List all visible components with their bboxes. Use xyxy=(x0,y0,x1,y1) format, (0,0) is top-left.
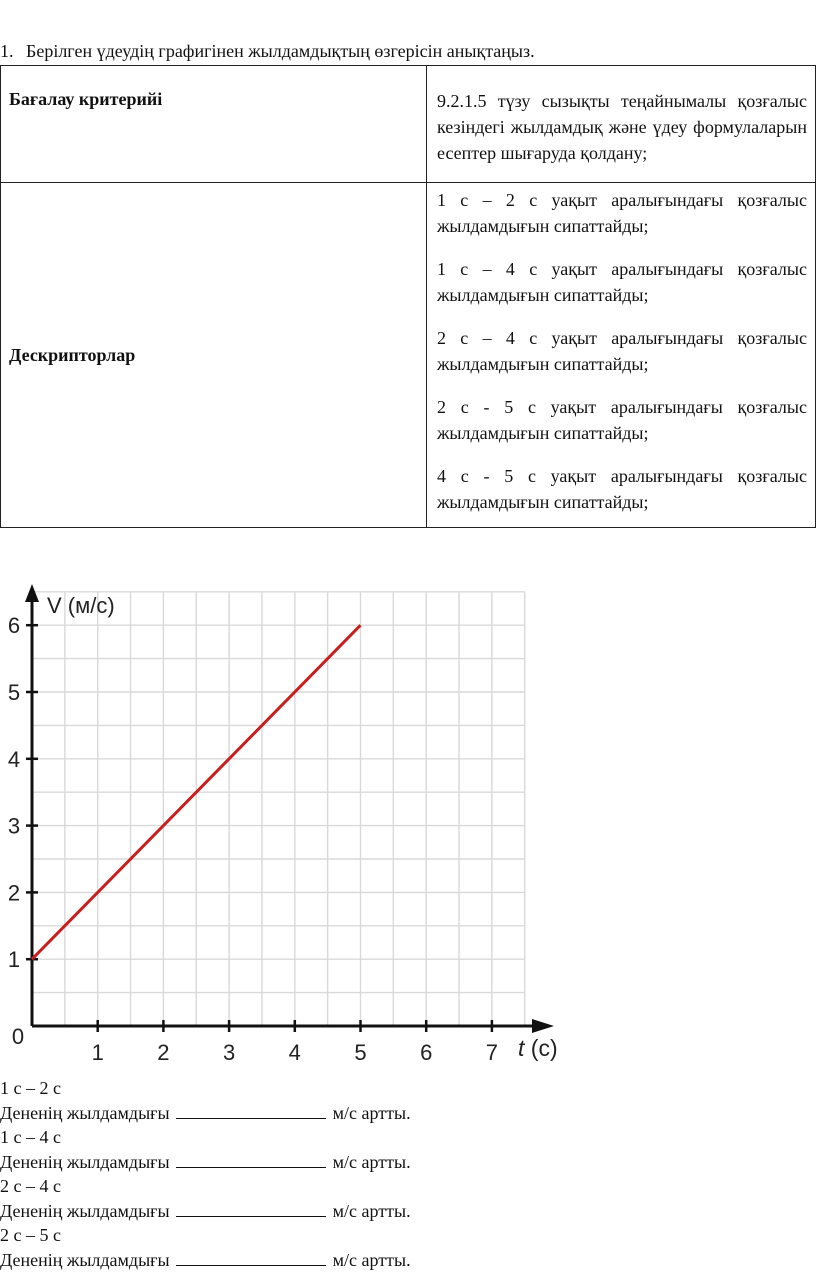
descriptor-item: 1 с – 4 с уақыт аралығындағы қозғалыс жылдамдығын сипаттайды; xyxy=(437,256,807,308)
answer-blank[interactable] xyxy=(176,1249,326,1266)
x-tick-label: 7 xyxy=(486,1040,498,1065)
answer-blank[interactable] xyxy=(176,1102,326,1119)
y-tick-label: 6 xyxy=(8,613,20,638)
answer-interval: 2 с – 4 с xyxy=(0,1174,816,1199)
descriptors-list xyxy=(427,183,816,528)
x-axis-label: t (с) xyxy=(518,1035,558,1061)
answer-prefix: Дененің жылдамдығы xyxy=(0,1103,170,1123)
x-tick-label: 2 xyxy=(157,1040,169,1065)
x-tick-label: 1 xyxy=(92,1040,104,1065)
answer-prefix: Дененің жылдамдығы xyxy=(0,1250,170,1270)
question-number: 1. xyxy=(0,40,26,62)
question-heading xyxy=(0,40,816,62)
descriptor-item: 2 с - 5 с уақыт аралығындағы қозғалыс жылдамдығын сипаттайды; xyxy=(437,394,807,446)
y-tick-label: 5 xyxy=(8,680,20,705)
x-tick-label: 3 xyxy=(223,1040,235,1065)
velocity-time-chart xyxy=(0,580,580,1080)
x-axis-arrow xyxy=(532,1019,554,1033)
question-text: Берілген үдеудің графигінен жылдамдықтың өзгерісін анықтаңыз. xyxy=(26,41,535,61)
answer-line xyxy=(0,1150,816,1175)
criteria-value: 9.2.1.5 түзу сызықты теңайнымалы қозғалыс кезіндегі жылдамдық және үдеу формулаларын есептер шығаруда қолдану; xyxy=(427,66,816,183)
x-tick-label: 4 xyxy=(289,1040,301,1065)
y-tick-label: 4 xyxy=(8,747,20,772)
answer-suffix: м/с артты. xyxy=(333,1201,411,1221)
chart-canvas xyxy=(0,580,580,1080)
answer-blank[interactable] xyxy=(176,1151,326,1168)
answer-suffix: м/с артты. xyxy=(333,1103,411,1123)
answer-prefix: Дененің жылдамдығы xyxy=(0,1152,170,1172)
y-axis-label: V (м/с) xyxy=(47,593,115,618)
answer-line xyxy=(0,1101,816,1126)
answer-interval: 1 с – 4 с xyxy=(0,1125,816,1150)
x-tick-label: 5 xyxy=(354,1040,366,1065)
criteria-label: Бағалау критерийі xyxy=(1,66,427,183)
answer-interval: 2 с – 5 с xyxy=(0,1223,816,1248)
answer-suffix: м/с артты. xyxy=(333,1250,411,1270)
x-tick-label: 6 xyxy=(420,1040,432,1065)
y-tick-label: 1 xyxy=(8,947,20,972)
descriptor-item: 1 с – 2 с уақыт аралығындағы қозғалыс жылдамдығын сипаттайды; xyxy=(437,187,807,239)
criteria-table xyxy=(0,65,816,528)
answer-section xyxy=(0,1076,816,1272)
descriptor-item: 4 с - 5 с уақыт аралығындағы қозғалыс жылдамдығын сипаттайды; xyxy=(437,463,807,515)
descriptors-row xyxy=(1,183,816,528)
origin-label: 0 xyxy=(12,1024,24,1049)
y-axis-arrow xyxy=(25,584,39,602)
descriptors-label: Дескрипторлар xyxy=(1,183,427,528)
answer-blank[interactable] xyxy=(176,1200,326,1217)
answer-line xyxy=(0,1248,816,1272)
answer-prefix: Дененің жылдамдығы xyxy=(0,1201,170,1221)
answer-suffix: м/с артты. xyxy=(333,1152,411,1172)
answer-interval: 1 с – 2 с xyxy=(0,1076,816,1101)
answer-line xyxy=(0,1199,816,1224)
y-tick-label: 3 xyxy=(8,814,20,839)
descriptor-item: 2 с – 4 с уақыт аралығындағы қозғалыс жылдамдығын сипаттайды; xyxy=(437,325,807,377)
y-tick-label: 2 xyxy=(8,880,20,905)
criteria-row xyxy=(1,66,816,183)
